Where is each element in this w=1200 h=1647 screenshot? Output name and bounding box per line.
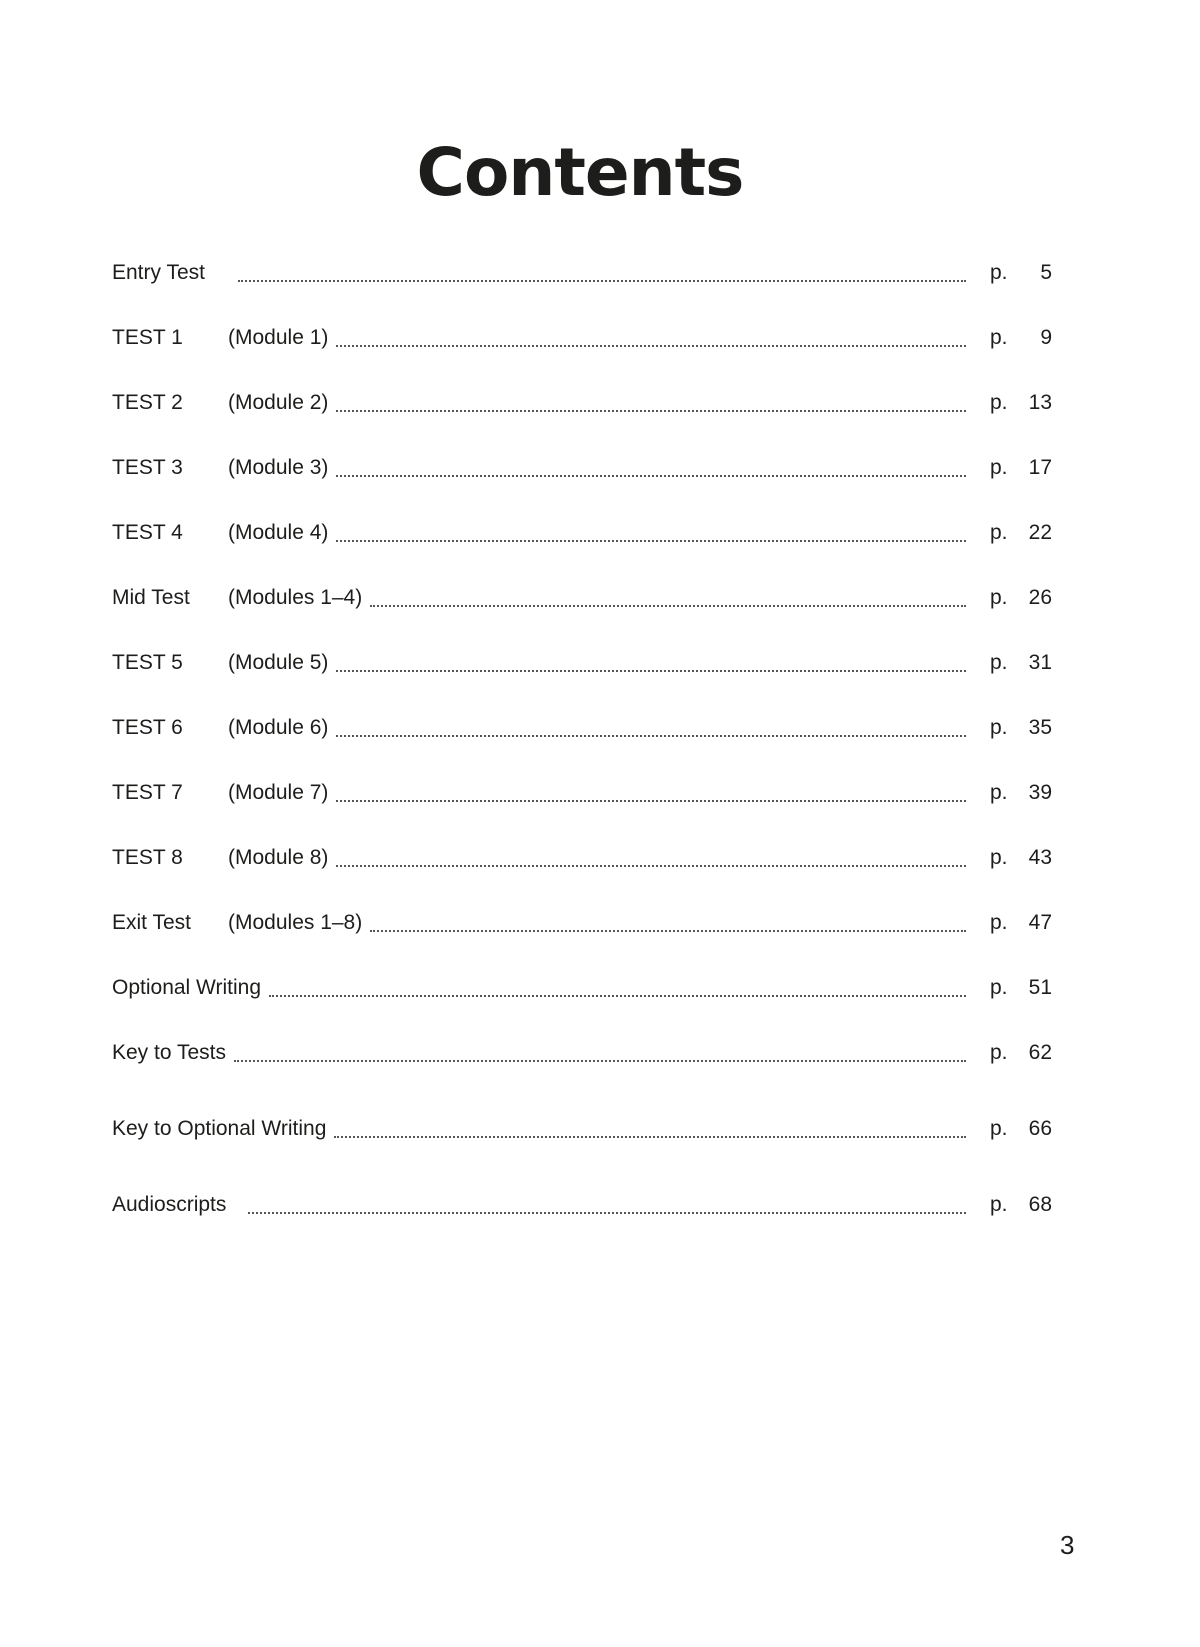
dot-leader xyxy=(336,410,966,412)
dot-leader xyxy=(370,930,966,932)
toc-entry-key-to-optional-writing[interactable] xyxy=(112,1114,1052,1144)
page-prefix: p. xyxy=(990,261,1008,284)
toc-entry-module: (Module 4) xyxy=(228,521,329,544)
page-title: Contents xyxy=(416,134,744,211)
toc-entry-entry-test[interactable] xyxy=(112,258,1052,288)
toc-entry-test-3[interactable] xyxy=(112,453,1052,483)
page-prefix: p. xyxy=(990,911,1008,934)
toc-entry-title: Exit Test xyxy=(112,911,191,934)
toc-entry-optional-writing[interactable] xyxy=(112,973,1052,1003)
page-prefix: p. xyxy=(990,456,1008,479)
page-prefix: p. xyxy=(990,1193,1008,1216)
dot-leader xyxy=(336,670,966,672)
toc-entry-test-8[interactable] xyxy=(112,843,1052,873)
toc-entry-test-7[interactable] xyxy=(112,778,1052,808)
page-prefix: p. xyxy=(990,781,1008,804)
toc-entry-module: (Module 2) xyxy=(228,391,329,414)
dot-leader xyxy=(336,865,966,867)
toc-page-number: 26 xyxy=(1028,586,1052,609)
toc-page-number: 5 xyxy=(1040,261,1052,284)
dot-leader xyxy=(269,995,966,997)
toc-entry-key-to-tests[interactable] xyxy=(112,1038,1052,1068)
toc-entry-title: Optional Writing xyxy=(112,976,262,999)
dot-leader xyxy=(336,345,966,347)
toc-page-number: 51 xyxy=(1028,976,1052,999)
toc-entry-test-4[interactable] xyxy=(112,518,1052,548)
toc-entry-title: TEST 6 xyxy=(112,716,183,739)
page-prefix: p. xyxy=(990,846,1008,869)
toc-entry-title: TEST 1 xyxy=(112,326,183,349)
toc-page-number: 9 xyxy=(1040,326,1052,349)
toc-entry-title: Mid Test xyxy=(112,586,190,609)
toc-page-number: 17 xyxy=(1028,456,1052,479)
dot-leader xyxy=(370,605,966,607)
page-prefix: p. xyxy=(990,391,1008,414)
dot-leader xyxy=(336,800,966,802)
page-prefix: p. xyxy=(990,1041,1008,1064)
toc-entry-module: (Module 6) xyxy=(228,716,329,739)
toc-entry-module: (Module 7) xyxy=(228,781,329,804)
toc-entry-title: TEST 3 xyxy=(112,456,183,479)
toc-entry-module: (Modules 1–4) xyxy=(228,586,363,609)
dot-leader xyxy=(234,1060,966,1062)
page-number: 3 xyxy=(1060,1530,1075,1560)
page-prefix: p. xyxy=(990,586,1008,609)
dot-leader xyxy=(248,1212,966,1214)
toc-entry-module: (Module 5) xyxy=(228,651,329,674)
toc-entry-test-6[interactable] xyxy=(112,713,1052,743)
page-prefix: p. xyxy=(990,1117,1008,1140)
toc-entry-test-5[interactable] xyxy=(112,648,1052,678)
toc-entry-exit-test[interactable] xyxy=(112,908,1052,938)
page-prefix: p. xyxy=(990,326,1008,349)
toc-page-number: 13 xyxy=(1028,391,1052,414)
toc-entry-module: (Module 3) xyxy=(228,456,329,479)
toc-page-number: 22 xyxy=(1028,521,1052,544)
dot-leader xyxy=(336,540,966,542)
toc-entry-test-1[interactable] xyxy=(112,323,1052,353)
toc-page-number: 35 xyxy=(1028,716,1052,739)
page-prefix: p. xyxy=(990,976,1008,999)
toc-entry-title: Key to Tests xyxy=(112,1041,227,1064)
toc-page-number: 47 xyxy=(1028,911,1052,934)
toc-page-number: 68 xyxy=(1028,1193,1052,1216)
toc-page-number: 43 xyxy=(1028,846,1052,869)
page-prefix: p. xyxy=(990,651,1008,674)
toc-entry-title: TEST 4 xyxy=(112,521,183,544)
toc-entry-title: TEST 7 xyxy=(112,781,183,804)
toc-entry-title: TEST 5 xyxy=(112,651,183,674)
toc-entry-title: Entry Test xyxy=(112,261,205,284)
dot-leader xyxy=(336,735,966,737)
toc-entry-title: Key to Optional Writing xyxy=(112,1117,327,1140)
dot-leader xyxy=(238,280,966,282)
page-prefix: p. xyxy=(990,521,1008,544)
page-prefix: p. xyxy=(990,716,1008,739)
toc-page-number: 39 xyxy=(1028,781,1052,804)
toc-entry-title: Audioscripts xyxy=(112,1193,227,1216)
dot-leader xyxy=(334,1136,966,1138)
toc-entry-mid-test[interactable] xyxy=(112,583,1052,613)
toc-entry-module: (Module 8) xyxy=(228,846,329,869)
toc-entry-module: (Module 1) xyxy=(228,326,329,349)
toc-page-number: 62 xyxy=(1028,1041,1052,1064)
toc-entry-title: TEST 2 xyxy=(112,391,183,414)
toc-entry-module: (Modules 1–8) xyxy=(228,911,363,934)
toc-entry-audioscripts[interactable] xyxy=(112,1190,1052,1220)
toc-page-number: 31 xyxy=(1028,651,1052,674)
toc-page-number: 66 xyxy=(1028,1117,1052,1140)
toc-entry-title: TEST 8 xyxy=(112,846,183,869)
dot-leader xyxy=(336,475,966,477)
toc-entry-test-2[interactable] xyxy=(112,388,1052,418)
